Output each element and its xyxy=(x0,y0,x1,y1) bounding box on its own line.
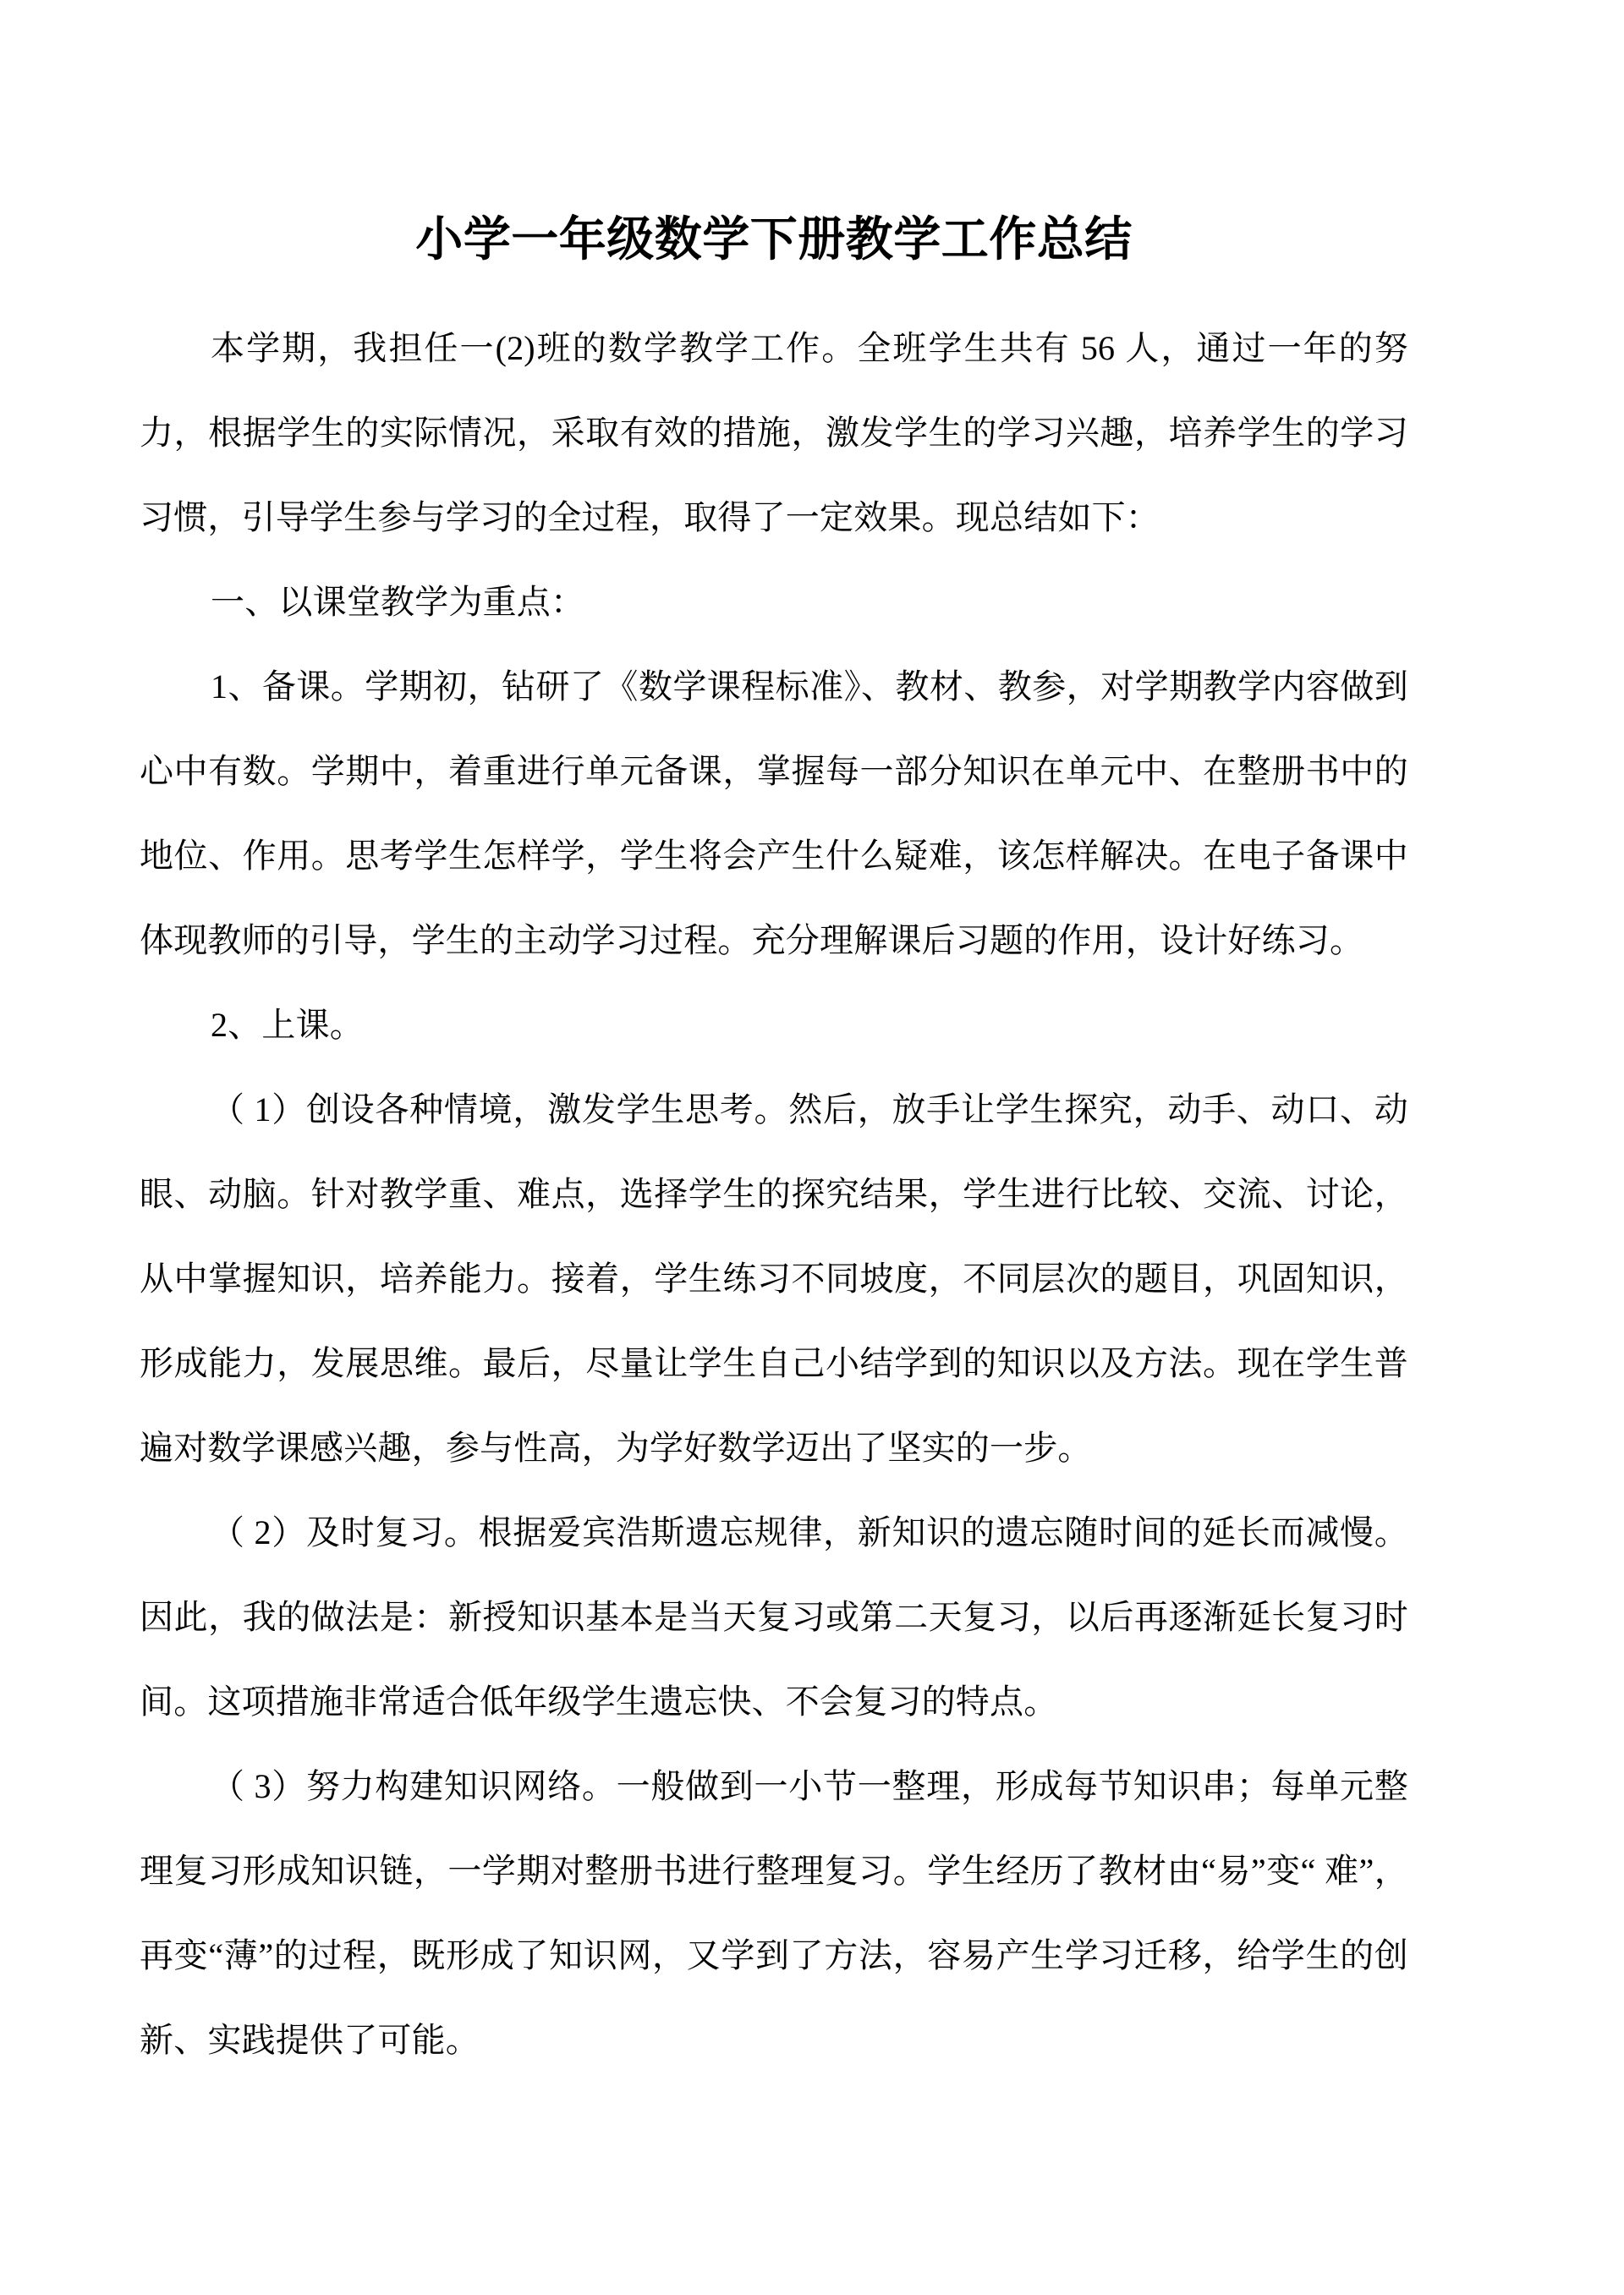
paragraph-intro: 本学期，我担任一(2)班的数学教学工作。全班学生共有 56 人，通过一年的努力，根据学生的实际情况，采取有效的措施，激发学生的学习兴趣，培养学生的学习习惯，引导学生参与学习的全过程，取得了一定效果。现总结如下： xyxy=(140,329,1408,536)
page-content xyxy=(140,0,1408,2083)
page-title: 小学一年级数学下册教学工作总结 xyxy=(415,212,1133,266)
document-body xyxy=(140,306,1408,2083)
paragraph-item-2-shangke: 2、上课。 xyxy=(211,1006,364,1044)
paragraph-sub-item-3: （ 3）努力构建知识网络。一般做到一小节一整理，形成每节知识串；每单元整理复习形成知识链，一学期对整册书进行整理复习。学生经历了教材由“易”变“ 难”，再变“薄”的过程，既形成了知识网，又学到了方法，容易产生学习迁移，给学生的创新、实践提供了可能。 xyxy=(140,1767,1408,2059)
paragraph-item-1-beike: 1、备课。学期初，钻研了《数学课程标准》、教材、教参，对学期教学内容做到心中有数。学期中，着重进行单元备课，掌握每一部分知识在单元中、在整册书中的地位、作用。思考学生怎样学，学生将会产生什么疑难，该怎样解决。在电子备课中体现教师的引导，学生的主动学习过程。充分理解课后习题的作用，设计好练习。 xyxy=(140,667,1408,959)
paragraph-section-heading-1: 一、以课堂教学为重点： xyxy=(211,583,585,621)
paragraph-sub-item-1: （ 1）创设各种情境，激发学生思考。然后，放手让学生探究，动手、动口、动眼、动脑。针对教学重、难点，选择学生的探究结果，学生进行比较、交流、讨论，从中掌握知识，培养能力。接着，学生练习不同坡度，不同层次的题目，巩固知识，形成能力，发展思维。最后，尽量让学生自己小结学到的知识以及方法。现在学生普遍对数学课感兴趣，参与性高，为学好数学迈出了坚实的一步。 xyxy=(140,1090,1408,1467)
paragraph-sub-item-2: （ 2）及时复习。根据爱宾浩斯遗忘规律，新知识的遗忘随时间的延长而减慢。因此，我的做法是：新授知识基本是当天复习或第二天复习，以后再逐渐延长复习时间。这项措施非常适合低年级学生遗忘快、不会复习的特点。 xyxy=(140,1513,1408,1721)
